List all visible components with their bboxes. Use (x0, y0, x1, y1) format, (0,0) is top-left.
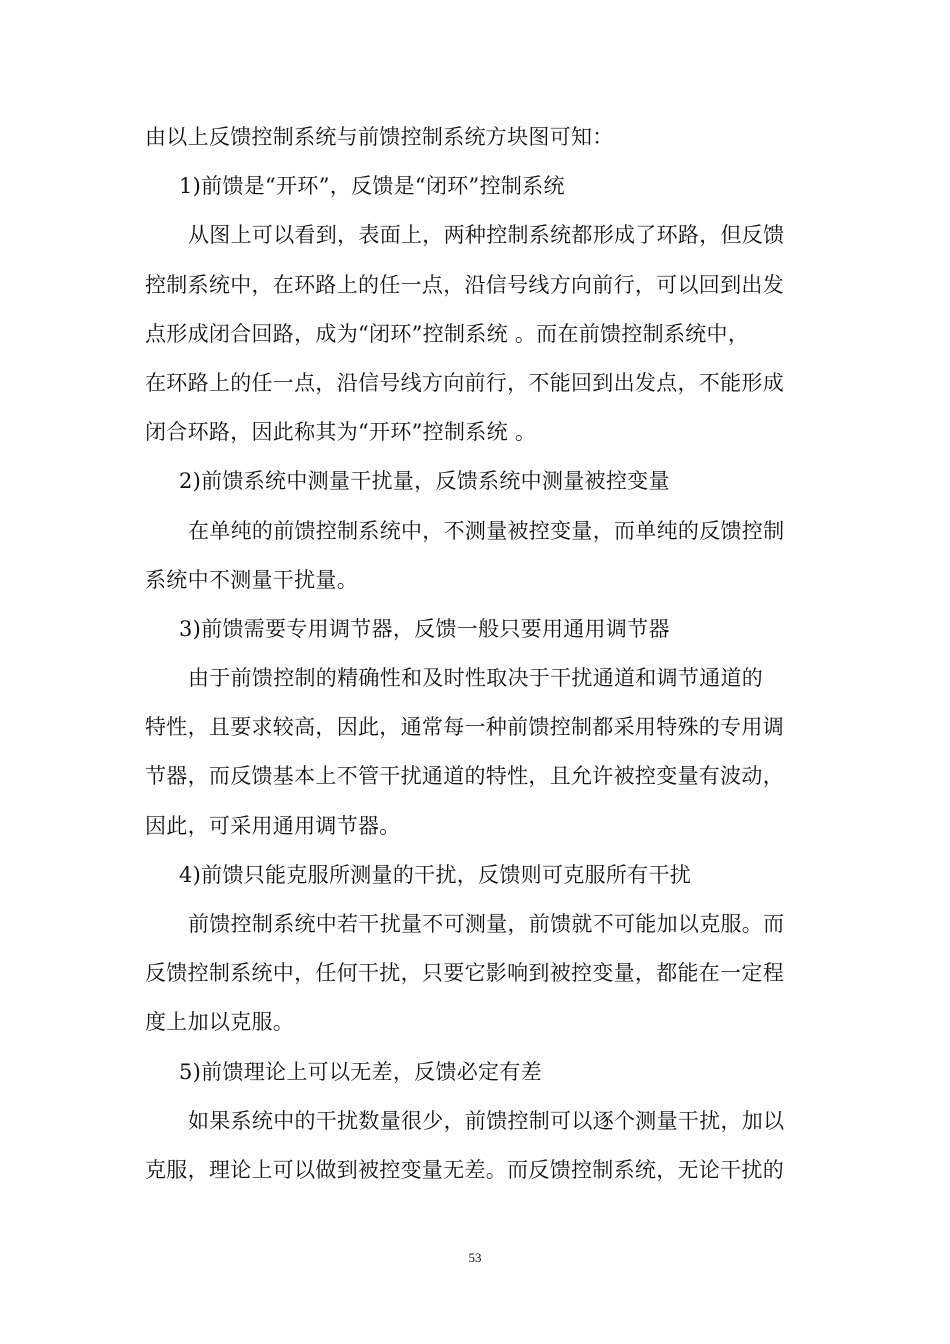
paragraph-line: 系统中不测量干扰量。 (145, 567, 358, 592)
intro-line: 由以上反馈控制系统与前馈控制系统方块图可知： (145, 125, 614, 149)
paragraph-line: 如果系统中的干扰数量很少，前馈控制可以逐个测量干扰，加以 (188, 1108, 785, 1133)
point-4-heading: 4)前馈只能克服所测量的干扰，反馈则可克服所有干扰 (179, 862, 692, 887)
paragraph-line: 节器，而反馈基本上不管干扰通道的特性，且允许被控变量有波动， (145, 764, 784, 789)
paragraph-line: 度上加以克服。 (145, 1010, 295, 1035)
paragraph-line: 点形成闭合回路，成为“闭环”控制系统 。而在前馈控制系统中， (145, 321, 750, 346)
paragraph-line: 控制系统中，在环路上的任一点，沿信号线方向前行，可以回到出发 (145, 272, 784, 297)
paragraph-line: 因此，可采用通用调节器。 (145, 813, 401, 838)
point-5-heading: 5)前馈理论上可以无差，反馈必定有差 (179, 1059, 542, 1084)
paragraph-line: 闭合环路，因此称其为“开环”控制系统 。 (145, 420, 537, 445)
paragraph-line: 在单纯的前馈控制系统中，不测量被控变量，而单纯的反馈控制 (188, 518, 785, 543)
point-2-heading: 2)前馈系统中测量干扰量，反馈系统中测量被控变量 (179, 469, 670, 494)
paragraph-line: 由于前馈控制的精确性和及时性取决于干扰通道和调节通道的 (188, 666, 764, 691)
paragraph-line: 从图上可以看到，表面上，两种控制系统都形成了环路，但反馈 (188, 223, 785, 248)
point-3-heading: 3)前馈需要专用调节器，反馈一般只要用通用调节器 (179, 616, 670, 641)
paragraph-line: 特性，且要求较高，因此，通常每一种前馈控制都采用特殊的专用调 (145, 715, 784, 740)
point-1-heading: 1)前馈是“开环”，反馈是“闭环”控制系统 (179, 174, 565, 199)
paragraph-line: 前馈控制系统中若干扰量不可测量，前馈就不可能加以克服。而 (188, 912, 785, 936)
page-number: 53 (468, 1250, 482, 1265)
paragraph-line: 反馈控制系统中，任何干扰，只要它影响到被控变量，都能在一定程 (145, 961, 784, 986)
paragraph-line: 在环路上的任一点，沿信号线方向前行，不能回到出发点，不能形成 (145, 370, 784, 395)
body-text (145, 113, 810, 1195)
paragraph-line: 克服，理论上可以做到被控变量无差。而反馈控制系统，无论干扰的 (145, 1157, 784, 1182)
